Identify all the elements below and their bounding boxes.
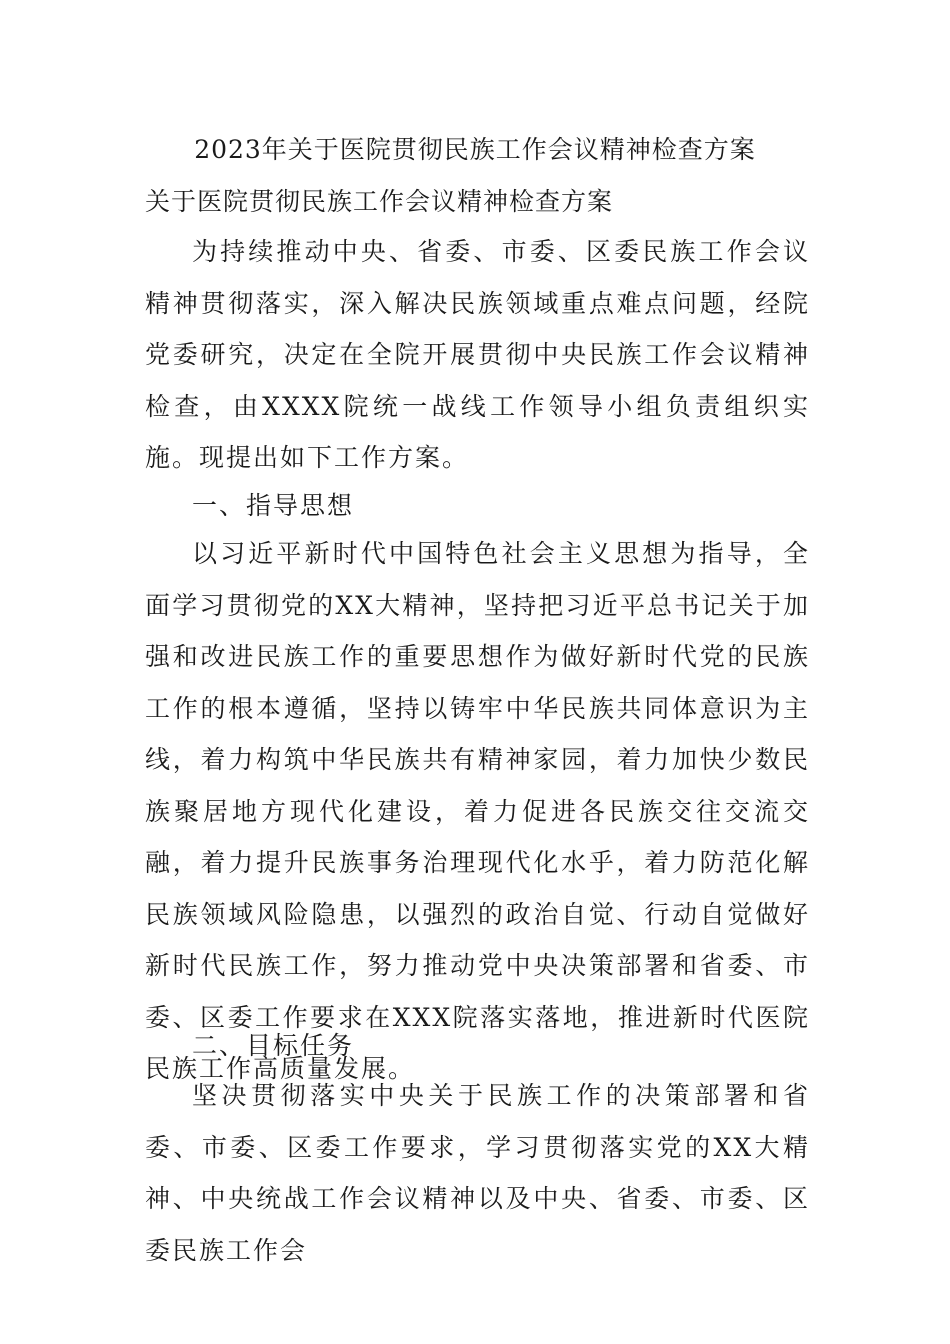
paragraph-intro: 为持续推动中央、省委、市委、区委民族工作会议精神贯彻落实，深入解决民族领域重点难点问题，经院党委研究，决定在全院开展贯彻中央民族工作会议精神检查，由XXXX院统一战线工作领导小组负责组织实施。现提出如下工作方案。 <box>145 237 810 472</box>
section-heading-objectives: 二、目标任务 <box>192 1031 355 1060</box>
section-heading-guiding-ideology: 一、指导思想 <box>192 491 355 520</box>
paragraph-guiding-ideology: 以习近平新时代中国特色社会主义思想为指导，全面学习贯彻党的XX大精神，坚持把习近平总书记关于加强和改进民族工作的重要思想作为做好新时代党的民族工作的根本遵循，坚持以铸牢中华民族共同体意识为主线，着力构筑中华民族共有精神家园，着力加快少数民族聚居地方现代化建设，着力促进各民族交往交流交融，着力提升民族事务治理现代化水乎，着力防范化解民族领域风险隐患，以强烈的政治自觉、行动自觉做好新时代民族工作，努力推动党中央决策部署和省委、市委、区委工作要求在XXX院落实落地，推进新时代医院民族工作高质量发展。 <box>145 539 810 1083</box>
document-subtitle: 关于医院贯彻民族工作会议精神检查方案 <box>145 187 614 216</box>
paragraph-objectives: 坚决贯彻落实中央关于民族工作的决策部署和省委、市委、区委工作要求，学习贯彻落实党的XX大精神、中央统战工作会议精神以及中央、省委、市委、区委民族工作会 <box>145 1081 810 1265</box>
document-title: 2023年关于医院贯彻民族工作会议精神检查方案 <box>194 135 756 164</box>
